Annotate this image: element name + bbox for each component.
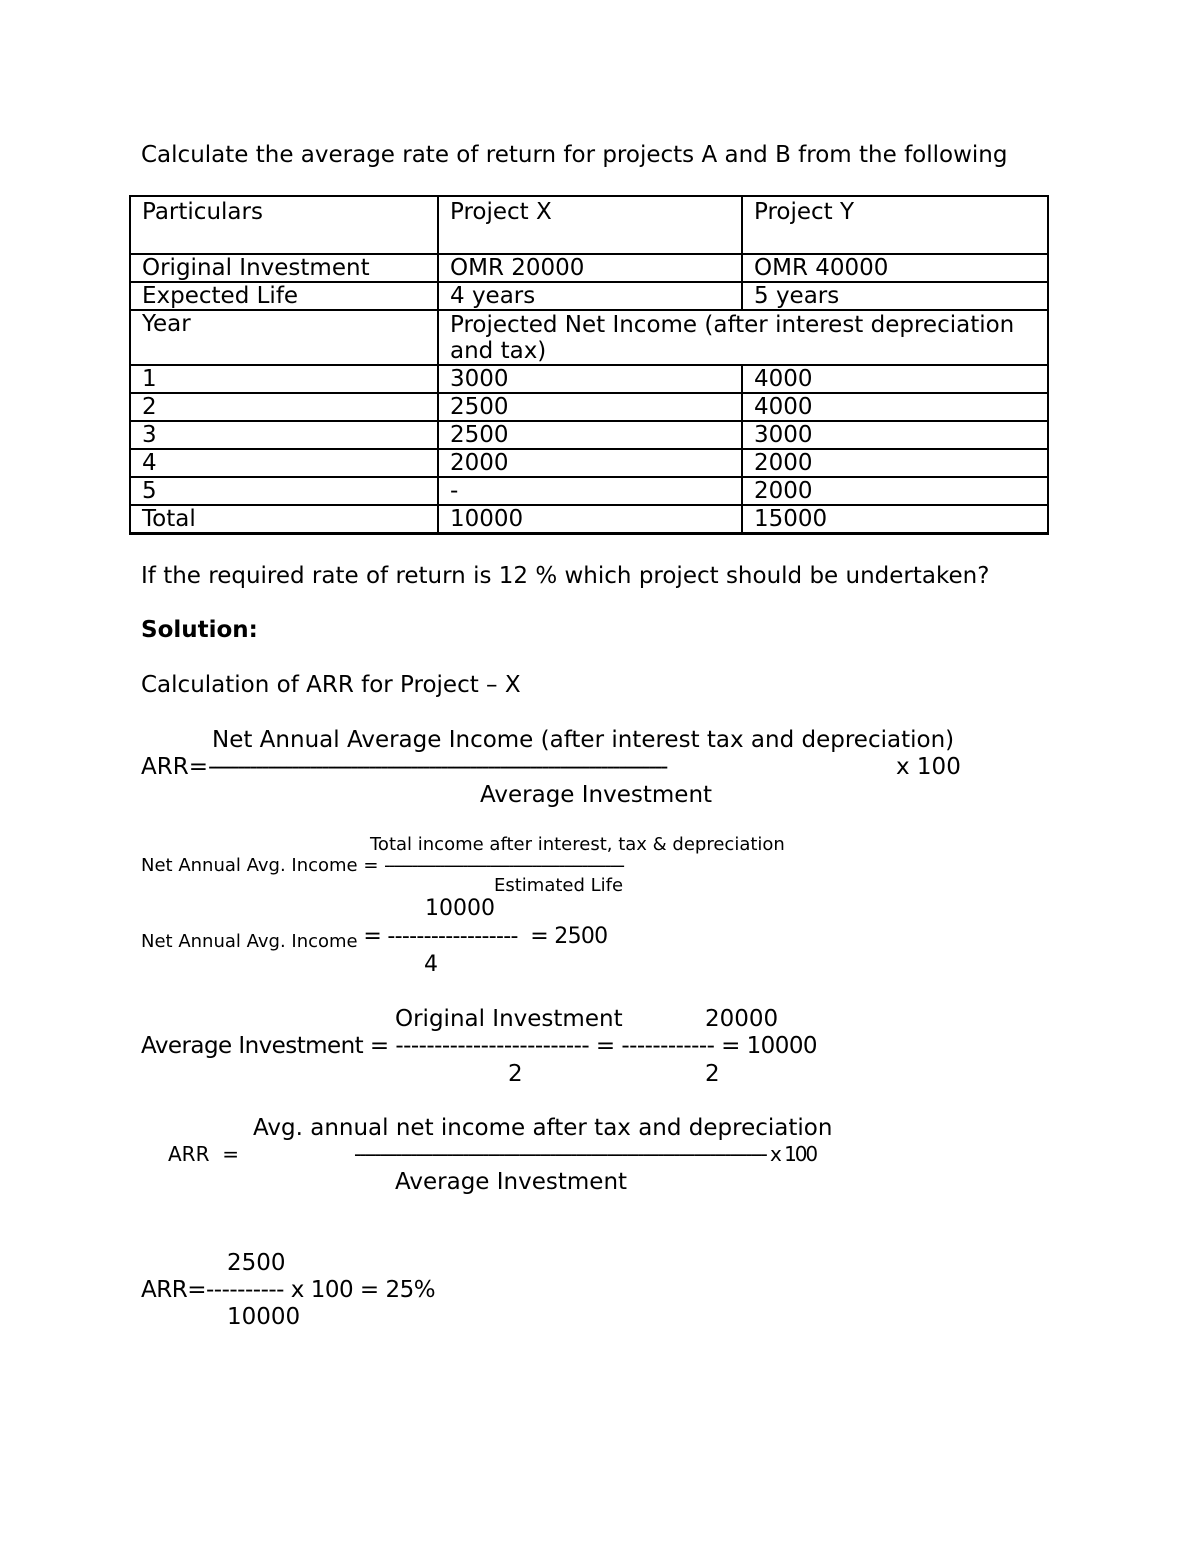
- formula-lhs-text: Net Annual Avg. Income: [141, 931, 364, 952]
- table-cell: -: [438, 477, 742, 505]
- fraction-bar: ----------------------------------------------------: [384, 855, 624, 876]
- table-cell: 3: [130, 421, 438, 449]
- table-cell: 2: [130, 393, 438, 421]
- header-cell: Project X: [438, 196, 742, 254]
- formula-numerator: Avg. annual net income after tax and depreciation: [253, 1115, 833, 1141]
- formula-numerator: Original Investment: [395, 1006, 623, 1032]
- formula-multiplier: x 100: [896, 754, 961, 780]
- table-row: [130, 421, 1048, 449]
- table-row: [130, 254, 1048, 282]
- formula-numerator: Net Annual Average Income (after interest tax and depreciation): [212, 727, 955, 753]
- table-cell: 10000: [438, 505, 742, 534]
- table-cell: 4000: [742, 365, 1048, 393]
- table-row: [130, 365, 1048, 393]
- formula-numerator: 10000: [425, 896, 495, 921]
- table-cell: Projected Net Income (after interest depreciation and tax): [438, 310, 1048, 365]
- table-row: [130, 282, 1048, 310]
- formula-denominator: Average Investment: [395, 1169, 628, 1195]
- formula-denominator: Estimated Life: [494, 875, 624, 896]
- table-cell: 3000: [438, 365, 742, 393]
- formula-numerator: 20000: [705, 1006, 779, 1032]
- formula-lhs-text: ARR=: [141, 754, 208, 780]
- fraction-bar: -------------------------------------------------------------------------------- x 100: [354, 1142, 817, 1166]
- formula-line: [141, 924, 608, 952]
- table-row: [130, 449, 1048, 477]
- table-cell: 4000: [742, 393, 1048, 421]
- question-text: Calculate the average rate of return for projects A and B from the following: [141, 142, 1008, 168]
- table-cell: 2000: [438, 449, 742, 477]
- table-cell: 2500: [438, 393, 742, 421]
- project-data-table: [129, 195, 1049, 535]
- header-cell: Particulars: [130, 196, 438, 254]
- table-cell: 2500: [438, 421, 742, 449]
- table-cell: Total: [130, 505, 438, 534]
- table-cell: 5: [130, 477, 438, 505]
- table-cell: Year: [130, 310, 438, 365]
- table-cell: OMR 20000: [438, 254, 742, 282]
- table-cell: 2000: [742, 477, 1048, 505]
- calc-heading: Calculation of ARR for Project – X: [141, 672, 521, 698]
- formula-denominator: 4: [424, 952, 438, 977]
- formula-line: [141, 857, 623, 875]
- formula-line: Average Investment = ------------------------- = ------------ = 10000: [141, 1033, 818, 1059]
- table-cell: Expected Life: [130, 282, 438, 310]
- table-row: [130, 477, 1048, 505]
- fraction-bar: -----------------------------------------------------------------------------: [207, 754, 667, 780]
- formula-line: ARR=---------- x 100 = 25%: [141, 1277, 436, 1303]
- table-cell: 2000: [742, 449, 1048, 477]
- table-cell: 1: [130, 365, 438, 393]
- formula-denominator: Average Investment: [480, 782, 713, 808]
- table-cell: 3000: [742, 421, 1048, 449]
- table-header-row: [130, 196, 1048, 254]
- formula-numerator: 2500: [227, 1250, 286, 1276]
- table-total-row: [130, 505, 1048, 534]
- formula-denominator: 2: [705, 1061, 720, 1087]
- table-cell: Original Investment: [130, 254, 438, 282]
- table-cell: 15000: [742, 505, 1048, 534]
- table-cell: OMR 40000: [742, 254, 1048, 282]
- formula-lhs: [141, 756, 666, 779]
- table-cell: 5 years: [742, 282, 1048, 310]
- table-cell: 4: [130, 449, 438, 477]
- formula-numerator: Total income after interest, tax & depreciation: [370, 834, 785, 855]
- required-rate-question: If the required rate of return is 12 % which project should be undertaken?: [141, 563, 990, 589]
- formula-denominator: 2: [508, 1061, 523, 1087]
- header-cell: Project Y: [742, 196, 1048, 254]
- formula-lhs: ARR =: [168, 1142, 239, 1166]
- formula-rhs-text: = ------------------ = 2500: [363, 924, 608, 949]
- table-cell: 4 years: [438, 282, 742, 310]
- solution-heading: Solution:: [141, 617, 258, 643]
- formula-lhs-text: Net Annual Avg. Income =: [141, 855, 385, 876]
- table-row: [130, 393, 1048, 421]
- formula-denominator: 10000: [227, 1304, 301, 1330]
- table-row: [130, 310, 1048, 365]
